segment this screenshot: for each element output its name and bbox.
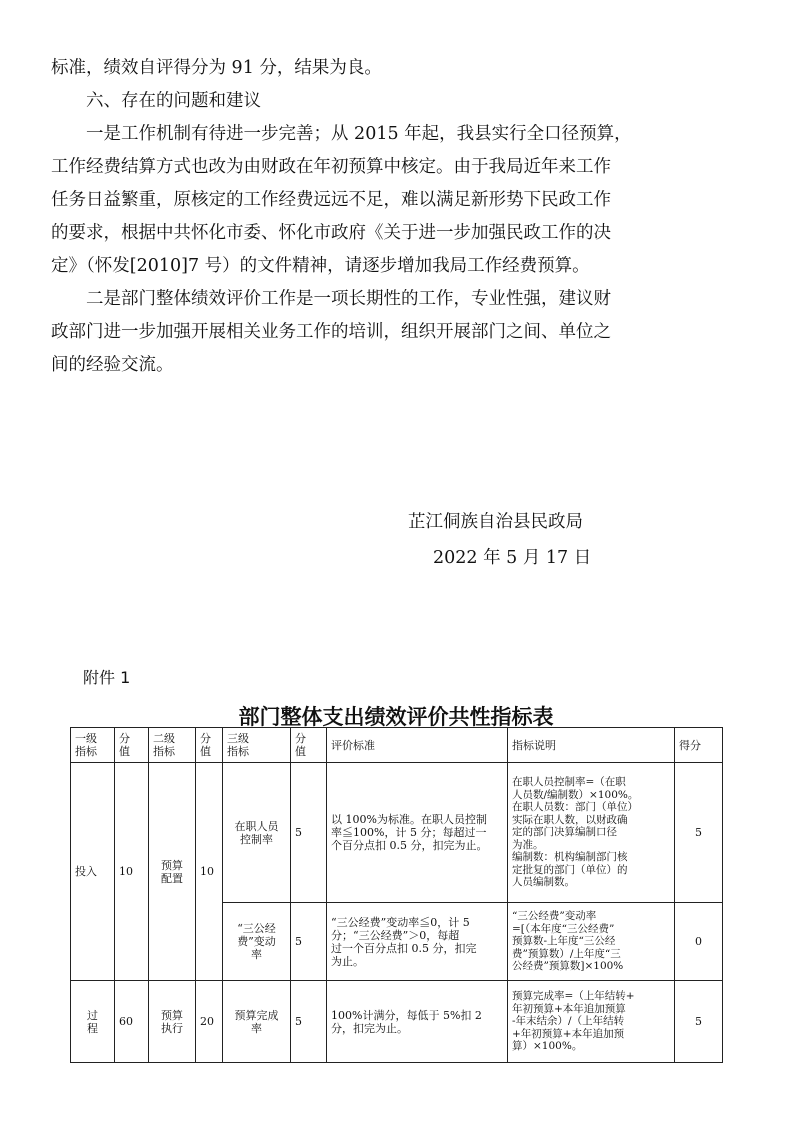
paragraph-line: 标准，绩效自评得分为 91 分，结果为良。 bbox=[51, 58, 382, 78]
description-cell: 在职人员控制率=（在职 人员数/编制数）×100%。 在职人员数：部门（单位） 实际在职人数，以财政确 定的部门决算编制口径 为准。 编制数：机构编制部门核 定批复的部门（单位）的 人员编制数。 bbox=[508, 763, 675, 903]
header-score3: 分 值 bbox=[291, 728, 327, 763]
table-header-row bbox=[71, 728, 723, 763]
score3-cell: 5 bbox=[291, 903, 327, 981]
header-score: 得分 bbox=[675, 728, 723, 763]
section-heading: 六、存在的问题和建议 bbox=[86, 91, 261, 111]
paragraph-line: 任务日益繁重，原核定的工作经费远远不足，难以满足新形势下民政工作 bbox=[51, 190, 611, 210]
score-cell: 5 bbox=[675, 763, 723, 903]
level3-cell: 在职人员 控制率 bbox=[223, 763, 291, 903]
score1-cell: 10 bbox=[115, 763, 149, 981]
paragraph-line: 二是部门整体绩效评价工作是一项长期性的工作，专业性强，建议财 bbox=[86, 289, 611, 309]
score1-cell: 60 bbox=[115, 981, 149, 1063]
paragraph-line: 的要求，根据中共怀化市委、怀化市政府《关于进一步加强民政工作的决 bbox=[51, 223, 611, 243]
score-cell: 0 bbox=[675, 903, 723, 981]
header-description: 指标说明 bbox=[508, 728, 675, 763]
header-level3: 三级 指标 bbox=[223, 728, 291, 763]
signature-date: 2022 年 5 月 17 日 bbox=[433, 548, 592, 568]
level3-cell: “三公经 费”变动 率 bbox=[223, 903, 291, 981]
criteria-cell: 100%计满分，每低于 5%扣 2 分，扣完为止。 bbox=[327, 981, 508, 1063]
header-level1: 一级 指标 bbox=[71, 728, 115, 763]
description-cell: 预算完成率=（上年结转+ 年初预算+本年追加预算 -年末结余）/（上年结转 +年初预算+本年追加预 算）×100%。 bbox=[508, 981, 675, 1063]
paragraph-line: 间的经验交流。 bbox=[51, 355, 174, 375]
paragraph-line: 一是工作机制有待进一步完善；从 2015 年起，我县实行全口径预算， bbox=[86, 124, 632, 144]
description-cell: “三公经费”变动率 =[（本年度“三公经费” 预算数-上年度“三公经 费”预算数）/上年度“三 公经费”预算数]×100% bbox=[508, 903, 675, 981]
table-row bbox=[71, 981, 723, 1063]
table-title: 部门整体支出绩效评价共性指标表 bbox=[238, 705, 554, 729]
paragraph-line: 定》（怀发[2010]7 号）的文件精神，请逐步增加我局工作经费预算。 bbox=[51, 256, 590, 276]
score2-cell: 20 bbox=[196, 981, 223, 1063]
annex-label: 附件 1 bbox=[83, 668, 131, 687]
score3-cell: 5 bbox=[291, 981, 327, 1063]
table-row bbox=[71, 763, 723, 903]
score2-cell: 10 bbox=[196, 763, 223, 981]
score-cell: 5 bbox=[675, 981, 723, 1063]
criteria-cell: 以 100%为标准。在职人员控制 率≦100%，计 5 分；每超过一 个百分点扣 0.5 分，扣完为止。 bbox=[327, 763, 508, 903]
level1-cell: 过 程 bbox=[71, 981, 115, 1063]
paragraph-line: 政部门进一步加强开展相关业务工作的培训，组织开展部门之间、单位之 bbox=[51, 322, 611, 342]
score3-cell: 5 bbox=[291, 763, 327, 903]
header-level2: 二级 指标 bbox=[149, 728, 196, 763]
criteria-cell: “三公经费”变动率≦0，计 5 分；“三公经费”＞0，每超 过一个百分点扣 0.5 分，扣完 为止。 bbox=[327, 903, 508, 981]
level3-cell: 预算完成 率 bbox=[223, 981, 291, 1063]
level2-cell: 预算 配置 bbox=[149, 763, 196, 981]
header-criteria: 评价标准 bbox=[327, 728, 508, 763]
paragraph-line: 工作经费结算方式也改为由财政在年初预算中核定。由于我局近年来工作 bbox=[51, 157, 611, 177]
header-score1: 分 值 bbox=[115, 728, 149, 763]
signature-org: 芷江侗族自治县民政局 bbox=[408, 512, 583, 532]
level1-cell: 投入 bbox=[71, 763, 115, 981]
level2-cell: 预算 执行 bbox=[149, 981, 196, 1063]
indicator-table bbox=[70, 727, 723, 1063]
header-score2: 分 值 bbox=[196, 728, 223, 763]
